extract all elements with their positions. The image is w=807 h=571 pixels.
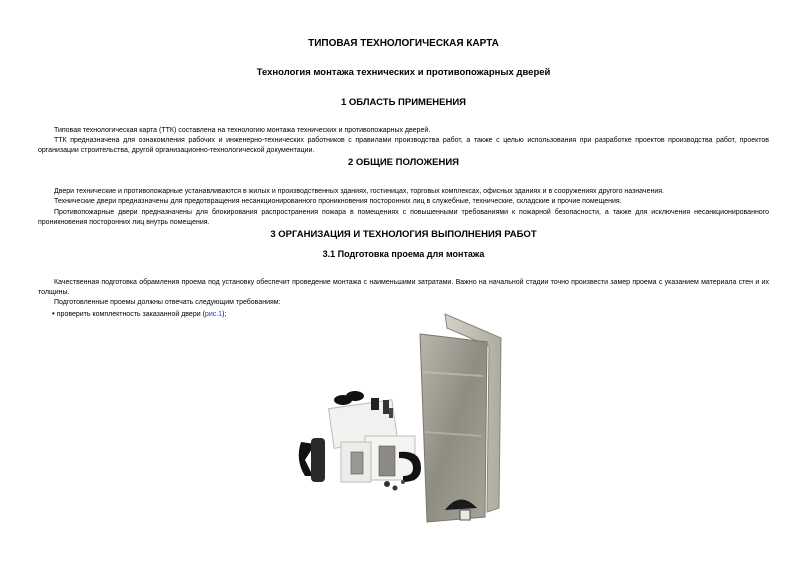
figure-1-link[interactable]: рис.1 [204, 311, 223, 318]
section-2-paragraph-2 [38, 197, 769, 207]
section-3-heading: 3 ОРГАНИЗАЦИЯ И ТЕХНОЛОГИЯ ВЫПОЛНЕНИЯ РАБОТ [270, 229, 537, 240]
section-2-paragraph-2-text: Технические двери предназначены для предотвращения несанкционированного проникновения посторонних лиц в служебные, технические, складские и прочие помещения. [54, 198, 622, 205]
section-1-paragraph-2-text: ТТК предназначена для ознакомления рабочих и инженерно-технических работников с правилами производства работ, а также с целью использования при разработке проектов производства работ, проектов организации строительства, другой организационно-технологической документации. [38, 137, 769, 154]
section-3-paragraph-1-text: Качественная подготовка обрамления проема под установку обеспечит проведение монтажа с наименьшими затратами. Важно на начальной стадии точно произвести замер проема с указанием материала стен и их толщины. [38, 279, 769, 296]
section-3-paragraph-2 [38, 298, 769, 308]
requirement-text-end: ); [222, 311, 227, 318]
section-2-paragraph-1 [38, 187, 769, 197]
section-2-paragraph-3 [38, 208, 769, 228]
section-3-paragraph-2-text: Подготовленные проемы должны отвечать следующим требованиям: [54, 299, 281, 306]
section-2-paragraph-1-text: Двери технические и противопожарные устанавливаются в жилых и производственных зданиях, гостиницах, торговых комплексах, офисных зданиях и в сооружениях другого назначения. [54, 188, 664, 195]
section-1-paragraph-1-text: Типовая технологическая карта (ТТК) составлена на технологию монтажа технических и противопожарных дверей. [54, 127, 431, 134]
section-1-paragraph-2 [38, 136, 769, 156]
document-subtitle: Технология монтажа технических и противопожарных дверей [256, 67, 551, 78]
door-kit-photo [295, 312, 505, 524]
requirement-list-item [52, 309, 226, 320]
section-3-1-subheading: 3.1 Подготовка проема для монтажа [322, 249, 485, 259]
bullet-icon: • [52, 309, 55, 318]
section-1-heading: 1 ОБЛАСТЬ ПРИМЕНЕНИЯ [340, 97, 467, 108]
document-title: ТИПОВАЯ ТЕХНОЛОГИЧЕСКАЯ КАРТА [308, 38, 499, 49]
section-2-paragraph-3-text: Противопожарные двери предназначены для блокирования распространения пожара в помещениях с повышенными требованиями к пожарной безопасности, а также для исключения несанкционированного проникновения посторонних лиц внутрь помещения. [38, 209, 769, 226]
section-3-paragraph-1 [38, 278, 769, 298]
section-2-heading: 2 ОБЩИЕ ПОЛОЖЕНИЯ [348, 157, 459, 168]
section-1-paragraph-1 [38, 126, 769, 136]
requirement-text: проверить комплектность заказанной двери ( [56, 311, 205, 318]
